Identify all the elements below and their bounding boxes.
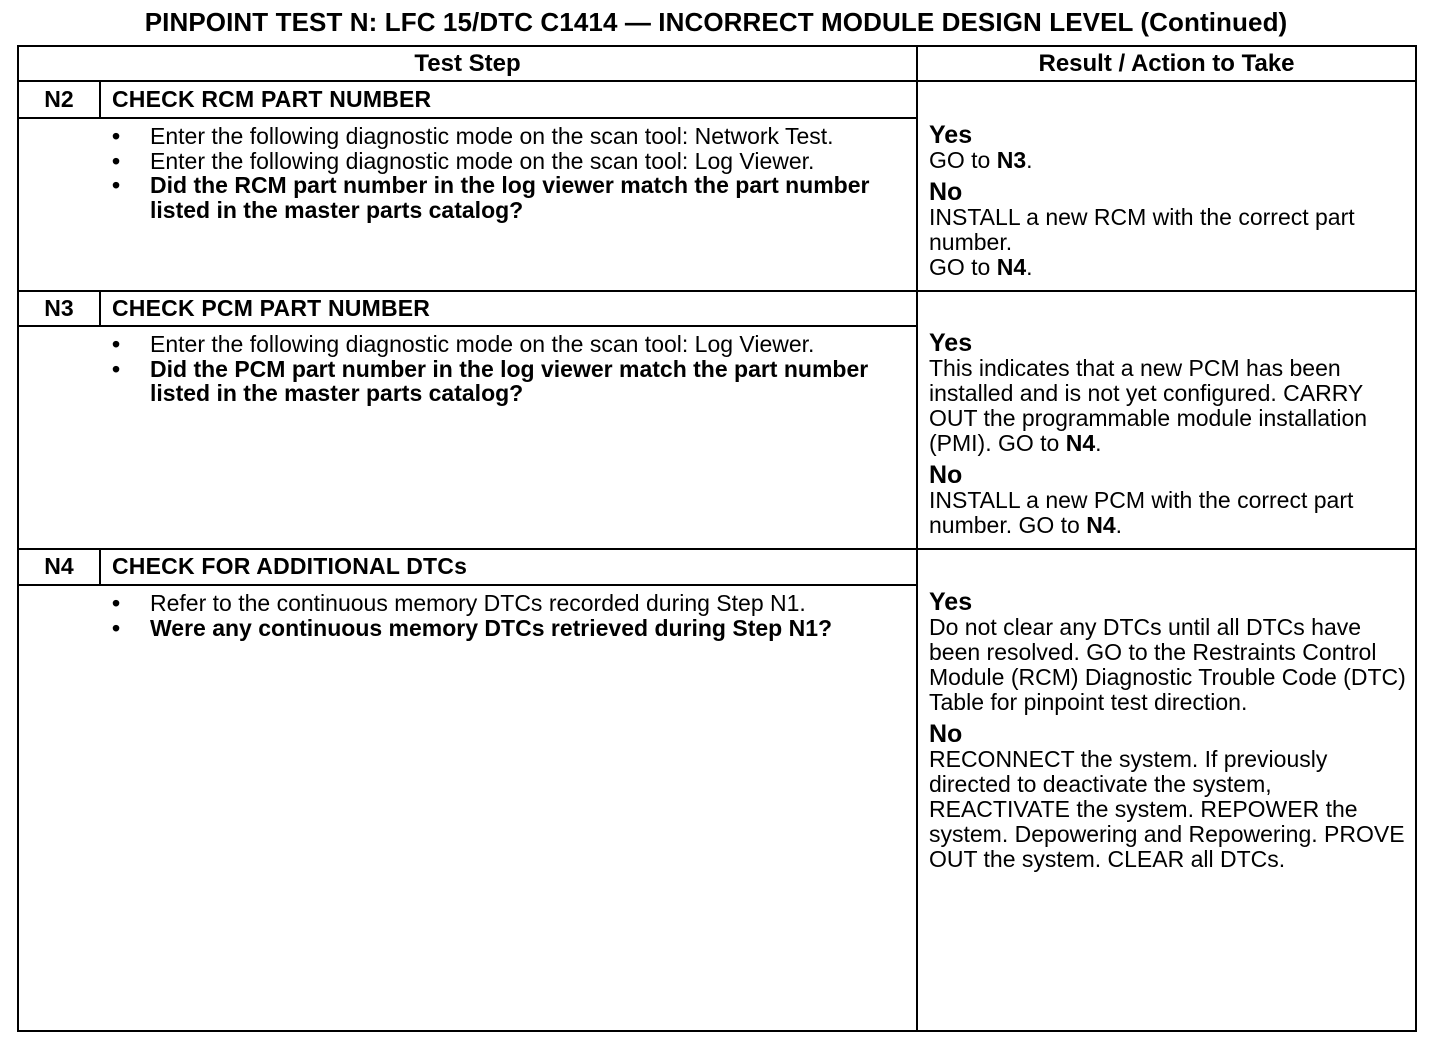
step-title: CHECK PCM PART NUMBER [112,295,431,321]
column-divider [916,45,918,1032]
step-title: CHECK FOR ADDITIONAL DTCs [112,553,468,579]
step-reference[interactable]: N4 [996,254,1027,280]
yes-label: Yes [929,121,973,149]
list-item: • Enter the following diagnostic mode on the scan tool: Log Viewer. [112,147,815,174]
instruction-text: Enter the following diagnostic mode on the scan tool: Log Viewer. [150,331,815,357]
step-reference[interactable]: N4 [1086,512,1116,538]
step-instructions [112,591,872,640]
question-text: Were any continuous memory DTCs retrieved during Step N1? [150,614,833,641]
instruction-text: Enter the following diagnostic mode on the scan tool: Network Test. [150,123,834,149]
step-title-underline [17,325,918,327]
instruction-text: Refer to the continuous memory DTCs recorded during Step N1. [150,590,806,616]
instruction-text: Enter the following diagnostic mode on the scan tool: Log Viewer. [150,147,815,174]
yes-action: Do not clear any DTCs until all DTCs have been resolved. GO to the Restraints Control Module (RCM) Diagnostic Trouble Code (DTC) Table for pinpoint test direction. [929,614,1406,715]
step-instructions [112,332,872,406]
no-action: RECONNECT the system. If previously directed to deactivate the system, REACTIVATE the system. REPOWER the system. Depowering and Repowering. PROVE OUT the system. CLEAR all DTCs. [929,746,1405,872]
step-result [929,330,1415,538]
question-text: Did the PCM part number in the log viewer match the part number listed in the master parts catalog? [150,355,869,406]
yes-label: Yes [929,588,973,616]
no-action-goto: GO to N4. [929,254,1033,280]
yes-label: Yes [929,329,973,357]
step-id: N3 [44,295,74,321]
step-instructions [112,124,872,222]
step-title: CHECK RCM PART NUMBER [112,86,432,112]
page-title: PINPOINT TEST N: LFC 15/DTC C1414 — INCORRECT MODULE DESIGN LEVEL (Continued) [144,7,1288,37]
step-result [929,589,1415,872]
step-id: N4 [44,553,74,579]
no-action: INSTALL a new RCM with the correct part number. [929,204,1355,255]
list-item: • Were any continuous memory DTCs retrieved during Step N1? [112,614,833,641]
list-item: • Did the RCM part number in the log viewer match the part number listed in the master parts catalog? [112,172,870,223]
header-test-step: Test Step [414,50,521,77]
step-id: N2 [44,86,74,112]
header-result-action: Result / Action to Take [1038,50,1295,77]
question-text: Did the RCM part number in the log viewer match the part number listed in the master parts catalog? [150,172,870,223]
no-action: INSTALL a new PCM with the correct part number. GO to N4. [929,487,1354,538]
step-title-underline [17,584,918,586]
yes-action: This indicates that a new PCM has been installed and is not yet configured. CARRY OUT the programmable module installation (PMI). GO to N4. [929,355,1368,456]
no-label: No [929,720,963,748]
step-reference[interactable]: N3 [996,147,1027,173]
step-reference[interactable]: N4 [1065,430,1096,456]
list-item: • Enter the following diagnostic mode on the scan tool: Network Test. [112,123,834,149]
list-item: • Refer to the continuous memory DTCs recorded during Step N1. [112,590,806,616]
step-title-underline [17,117,918,119]
list-item: • Enter the following diagnostic mode on the scan tool: Log Viewer. [112,331,815,357]
list-item: • Did the PCM part number in the log viewer match the part number listed in the master parts catalog? [112,355,869,406]
no-label: No [929,178,963,206]
no-label: No [929,461,963,489]
yes-action: GO to N3. [929,147,1033,173]
step-result [929,122,1415,280]
